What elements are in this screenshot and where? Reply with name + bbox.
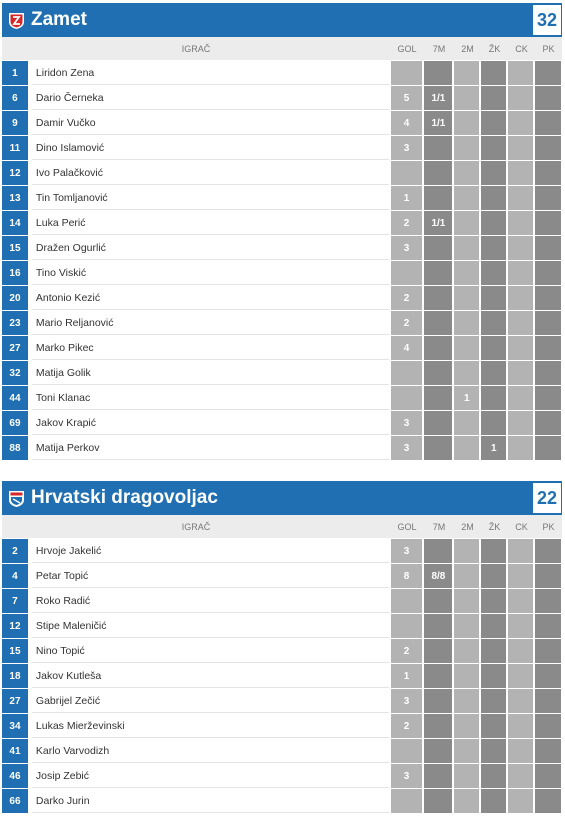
- stat-7m: [424, 436, 452, 460]
- stat-yellow-card: [481, 286, 506, 310]
- player-number: 32: [2, 361, 28, 385]
- stat-yellow-card: [481, 539, 506, 563]
- player-number: 11: [2, 136, 28, 160]
- player-number: 20: [2, 286, 28, 310]
- stat-red-card: [508, 689, 533, 713]
- stat-blue-card: [535, 764, 561, 788]
- stat-blue-card: [535, 361, 561, 385]
- player-name: Nino Topić: [32, 639, 389, 663]
- stat-7m: [424, 311, 452, 335]
- stat-red-card: [508, 336, 533, 360]
- stat-blue-card: [535, 639, 561, 663]
- stat-blue-card: [535, 261, 561, 285]
- player-name: Ivo Palačković: [32, 161, 389, 185]
- stat-yellow-card: [481, 789, 506, 813]
- column-header-player: IGRAČ: [181, 521, 211, 532]
- stat-goals: 2: [391, 714, 423, 738]
- stat-7m: [424, 764, 452, 788]
- stat-2m: [454, 211, 479, 235]
- player-number: 44: [2, 386, 28, 410]
- stat-2m: [454, 186, 479, 210]
- player-name: Gabrijel Zečić: [32, 689, 389, 713]
- stat-red-card: [508, 411, 533, 435]
- stat-yellow-card: [481, 211, 506, 235]
- stat-2m: [454, 564, 479, 588]
- stat-blue-card: [535, 436, 561, 460]
- stat-7m: [424, 664, 452, 688]
- stat-goals: 5: [391, 86, 423, 110]
- player-name: Dino Islamović: [32, 136, 389, 160]
- player-number: 7: [2, 589, 28, 613]
- stat-yellow-card: [481, 261, 506, 285]
- player-number: 46: [2, 764, 28, 788]
- table-row: [2, 385, 562, 410]
- player-number: 27: [2, 689, 28, 713]
- stat-yellow-card: 1: [481, 436, 506, 460]
- player-number: 12: [2, 161, 28, 185]
- table-row: [2, 613, 562, 638]
- stat-7m: [424, 589, 452, 613]
- stat-7m: [424, 386, 452, 410]
- team-name: Hrvatski dragovoljac: [31, 487, 218, 508]
- stat-red-card: [508, 211, 533, 235]
- stat-yellow-card: [481, 689, 506, 713]
- stat-goals: 2: [391, 286, 423, 310]
- column-header-2m: 2M: [461, 521, 474, 532]
- stat-7m: [424, 61, 452, 85]
- stat-goals: 1: [391, 664, 423, 688]
- column-header-row: [2, 37, 562, 60]
- stat-yellow-card: [481, 186, 506, 210]
- table-row: [2, 60, 562, 85]
- column-header-7m: 7M: [432, 521, 446, 532]
- player-name: Antonio Kezić: [32, 286, 389, 310]
- player-list: [2, 60, 562, 460]
- player-list: [2, 538, 562, 813]
- stat-2m: [454, 261, 479, 285]
- player-number: 27: [2, 336, 28, 360]
- stat-blue-card: [535, 411, 561, 435]
- stat-red-card: [508, 86, 533, 110]
- table-row: [2, 538, 562, 563]
- column-header-zk: ŽK: [488, 43, 501, 54]
- stat-red-card: [508, 436, 533, 460]
- stat-goals: [391, 589, 423, 613]
- stat-goals: 3: [391, 689, 423, 713]
- table-row: [2, 588, 562, 613]
- stat-yellow-card: [481, 589, 506, 613]
- stat-red-card: [508, 61, 533, 85]
- stat-yellow-card: [481, 614, 506, 638]
- stat-yellow-card: [481, 111, 506, 135]
- table-row: [2, 185, 562, 210]
- stat-7m: 1/1: [424, 211, 452, 235]
- stat-blue-card: [535, 61, 561, 85]
- stat-goals: [391, 161, 423, 185]
- team-header: [2, 3, 562, 37]
- player-number: 34: [2, 714, 28, 738]
- stat-red-card: [508, 186, 533, 210]
- stat-2m: [454, 336, 479, 360]
- team-header: [2, 481, 562, 515]
- player-number: 1: [2, 61, 28, 85]
- player-number: 4: [2, 564, 28, 588]
- stat-red-card: [508, 111, 533, 135]
- column-header-player: IGRAČ: [181, 43, 211, 54]
- stat-blue-card: [535, 111, 561, 135]
- stat-blue-card: [535, 739, 561, 763]
- player-number: 12: [2, 614, 28, 638]
- stat-2m: [454, 311, 479, 335]
- table-row: [2, 788, 562, 813]
- stat-7m: [424, 689, 452, 713]
- stat-7m: [424, 261, 452, 285]
- stat-goals: [391, 361, 423, 385]
- stat-red-card: [508, 136, 533, 160]
- stat-2m: [454, 789, 479, 813]
- table-row: [2, 410, 562, 435]
- stat-red-card: [508, 361, 533, 385]
- stat-2m: [454, 236, 479, 260]
- player-name: Jakov Krapić: [32, 411, 389, 435]
- player-name: Tino Viskić: [32, 261, 389, 285]
- player-name: Matija Perkov: [32, 436, 389, 460]
- player-number: 66: [2, 789, 28, 813]
- column-header-row: [2, 515, 562, 538]
- stat-2m: [454, 539, 479, 563]
- stat-2m: [454, 136, 479, 160]
- stat-blue-card: [535, 564, 561, 588]
- stat-2m: [454, 689, 479, 713]
- column-header-pk: PK: [542, 521, 555, 532]
- team-hrvatski-dragovoljac-section: [2, 481, 562, 813]
- stat-blue-card: [535, 386, 561, 410]
- stat-goals: [391, 386, 423, 410]
- stat-red-card: [508, 311, 533, 335]
- stat-7m: [424, 161, 452, 185]
- stat-yellow-card: [481, 361, 506, 385]
- player-number: 88: [2, 436, 28, 460]
- stat-2m: [454, 589, 479, 613]
- stat-yellow-card: [481, 236, 506, 260]
- stat-2m: [454, 161, 479, 185]
- stat-red-card: [508, 589, 533, 613]
- stat-7m: 1/1: [424, 86, 452, 110]
- player-name: Lukas Mierževinski: [32, 714, 389, 738]
- stat-2m: [454, 361, 479, 385]
- player-name: Dražen Ogurlić: [32, 236, 389, 260]
- stat-goals: 4: [391, 111, 423, 135]
- stat-yellow-card: [481, 639, 506, 663]
- table-row: [2, 738, 562, 763]
- table-row: [2, 638, 562, 663]
- stat-red-card: [508, 539, 533, 563]
- column-header-pk: PK: [542, 43, 555, 54]
- team-score: 32: [532, 4, 562, 36]
- stat-yellow-card: [481, 411, 506, 435]
- player-name: Karlo Varvodizh: [32, 739, 389, 763]
- player-number: 15: [2, 639, 28, 663]
- stat-yellow-card: [481, 161, 506, 185]
- table-row: [2, 435, 562, 460]
- stat-yellow-card: [481, 764, 506, 788]
- table-row: [2, 85, 562, 110]
- player-number: 6: [2, 86, 28, 110]
- table-row: [2, 688, 562, 713]
- stat-2m: [454, 411, 479, 435]
- player-name: Damir Vučko: [32, 111, 389, 135]
- stat-goals: 2: [391, 311, 423, 335]
- stat-yellow-card: [481, 336, 506, 360]
- table-row: [2, 713, 562, 738]
- column-header-zk: ŽK: [488, 521, 501, 532]
- stat-blue-card: [535, 789, 561, 813]
- stat-7m: [424, 739, 452, 763]
- stat-7m: [424, 639, 452, 663]
- player-name: Liridon Zena: [32, 61, 389, 85]
- team-score: 22: [532, 482, 562, 514]
- stat-red-card: [508, 614, 533, 638]
- player-name: Toni Klanac: [32, 386, 389, 410]
- table-row: [2, 135, 562, 160]
- player-number: 14: [2, 211, 28, 235]
- column-header-gol: GOL: [397, 521, 417, 532]
- stat-red-card: [508, 664, 533, 688]
- player-name: Hrvoje Jakelić: [32, 539, 389, 563]
- stat-yellow-card: [481, 386, 506, 410]
- stat-goals: 2: [391, 639, 423, 663]
- table-row: [2, 235, 562, 260]
- stat-7m: [424, 539, 452, 563]
- stat-2m: [454, 614, 479, 638]
- table-row: [2, 360, 562, 385]
- stat-7m: [424, 136, 452, 160]
- stat-blue-card: [535, 714, 561, 738]
- stat-red-card: [508, 261, 533, 285]
- player-name: Josip Zebić: [32, 764, 389, 788]
- player-name: Petar Topić: [32, 564, 389, 588]
- stat-yellow-card: [481, 739, 506, 763]
- player-name: Mario Reljanović: [32, 311, 389, 335]
- stat-blue-card: [535, 161, 561, 185]
- player-name: Tin Tomljanović: [32, 186, 389, 210]
- stat-blue-card: [535, 136, 561, 160]
- stat-2m: [454, 286, 479, 310]
- stat-red-card: [508, 639, 533, 663]
- stat-goals: 3: [391, 136, 423, 160]
- player-name: Roko Radić: [32, 589, 389, 613]
- stat-goals: 2: [391, 211, 423, 235]
- stat-7m: [424, 411, 452, 435]
- stat-yellow-card: [481, 664, 506, 688]
- stat-goals: [391, 614, 423, 638]
- stat-red-card: [508, 161, 533, 185]
- stat-goals: 3: [391, 764, 423, 788]
- stat-red-card: [508, 714, 533, 738]
- stat-7m: [424, 336, 452, 360]
- stat-goals: 1: [391, 186, 423, 210]
- stat-yellow-card: [481, 136, 506, 160]
- column-header-gol: GOL: [397, 43, 417, 54]
- table-row: [2, 335, 562, 360]
- table-row: [2, 210, 562, 235]
- stat-2m: [454, 436, 479, 460]
- stat-red-card: [508, 789, 533, 813]
- stat-yellow-card: [481, 714, 506, 738]
- column-header-ck: CK: [515, 43, 528, 54]
- stat-blue-card: [535, 589, 561, 613]
- stat-2m: [454, 664, 479, 688]
- zamet-crest-icon: [7, 11, 26, 30]
- player-number: 16: [2, 261, 28, 285]
- player-name: Marko Pikec: [32, 336, 389, 360]
- player-name: Jakov Kutleša: [32, 664, 389, 688]
- player-number: 23: [2, 311, 28, 335]
- player-name: Matija Golik: [32, 361, 389, 385]
- hrvatski-dragovoljac-crest-icon: [7, 489, 26, 508]
- stat-7m: 8/8: [424, 564, 452, 588]
- team-zamet-section: [2, 3, 562, 460]
- stat-goals: 3: [391, 539, 423, 563]
- stat-blue-card: [535, 286, 561, 310]
- player-number: 69: [2, 411, 28, 435]
- team-name: Zamet: [31, 9, 87, 30]
- stat-red-card: [508, 386, 533, 410]
- stat-red-card: [508, 764, 533, 788]
- stat-2m: [454, 714, 479, 738]
- stat-goals: [391, 739, 423, 763]
- player-name: Dario Černeka: [32, 86, 389, 110]
- stat-2m: [454, 639, 479, 663]
- stat-red-card: [508, 564, 533, 588]
- stat-2m: [454, 111, 479, 135]
- player-number: 13: [2, 186, 28, 210]
- table-row: [2, 310, 562, 335]
- stat-7m: 1/1: [424, 111, 452, 135]
- table-row: [2, 763, 562, 788]
- stat-goals: [391, 61, 423, 85]
- player-number: 15: [2, 236, 28, 260]
- table-row: [2, 260, 562, 285]
- stat-blue-card: [535, 236, 561, 260]
- stat-yellow-card: [481, 86, 506, 110]
- stat-7m: [424, 286, 452, 310]
- player-name: Luka Perić: [32, 211, 389, 235]
- stat-7m: [424, 789, 452, 813]
- column-header-7m: 7M: [432, 43, 446, 54]
- stat-blue-card: [535, 539, 561, 563]
- stat-2m: [454, 61, 479, 85]
- stat-goals: [391, 789, 423, 813]
- table-row: [2, 285, 562, 310]
- player-number: 2: [2, 539, 28, 563]
- stat-blue-card: [535, 664, 561, 688]
- stat-yellow-card: [481, 61, 506, 85]
- stat-7m: [424, 361, 452, 385]
- player-number: 9: [2, 111, 28, 135]
- stat-7m: [424, 714, 452, 738]
- stat-7m: [424, 236, 452, 260]
- stat-goals: 3: [391, 236, 423, 260]
- stat-red-card: [508, 236, 533, 260]
- stat-2m: [454, 764, 479, 788]
- table-row: [2, 160, 562, 185]
- stat-yellow-card: [481, 311, 506, 335]
- stat-blue-card: [535, 614, 561, 638]
- player-number: 18: [2, 664, 28, 688]
- stat-red-card: [508, 286, 533, 310]
- stat-blue-card: [535, 86, 561, 110]
- player-number: 41: [2, 739, 28, 763]
- stat-2m: [454, 739, 479, 763]
- player-name: Stipe Maleničić: [32, 614, 389, 638]
- stat-goals: 3: [391, 411, 423, 435]
- column-header-ck: CK: [515, 521, 528, 532]
- stat-goals: 4: [391, 336, 423, 360]
- stat-7m: [424, 186, 452, 210]
- stat-blue-card: [535, 211, 561, 235]
- stat-goals: 3: [391, 436, 423, 460]
- table-row: [2, 110, 562, 135]
- stat-2m: [454, 86, 479, 110]
- player-name: Darko Jurin: [32, 789, 389, 813]
- stat-yellow-card: [481, 564, 506, 588]
- stat-blue-card: [535, 336, 561, 360]
- table-row: [2, 663, 562, 688]
- stat-blue-card: [535, 311, 561, 335]
- stat-goals: 8: [391, 564, 423, 588]
- stat-goals: [391, 261, 423, 285]
- stat-blue-card: [535, 186, 561, 210]
- stat-red-card: [508, 739, 533, 763]
- table-row: [2, 563, 562, 588]
- stat-7m: [424, 614, 452, 638]
- column-header-2m: 2M: [461, 43, 474, 54]
- stat-blue-card: [535, 689, 561, 713]
- stat-2m: 1: [454, 386, 479, 410]
